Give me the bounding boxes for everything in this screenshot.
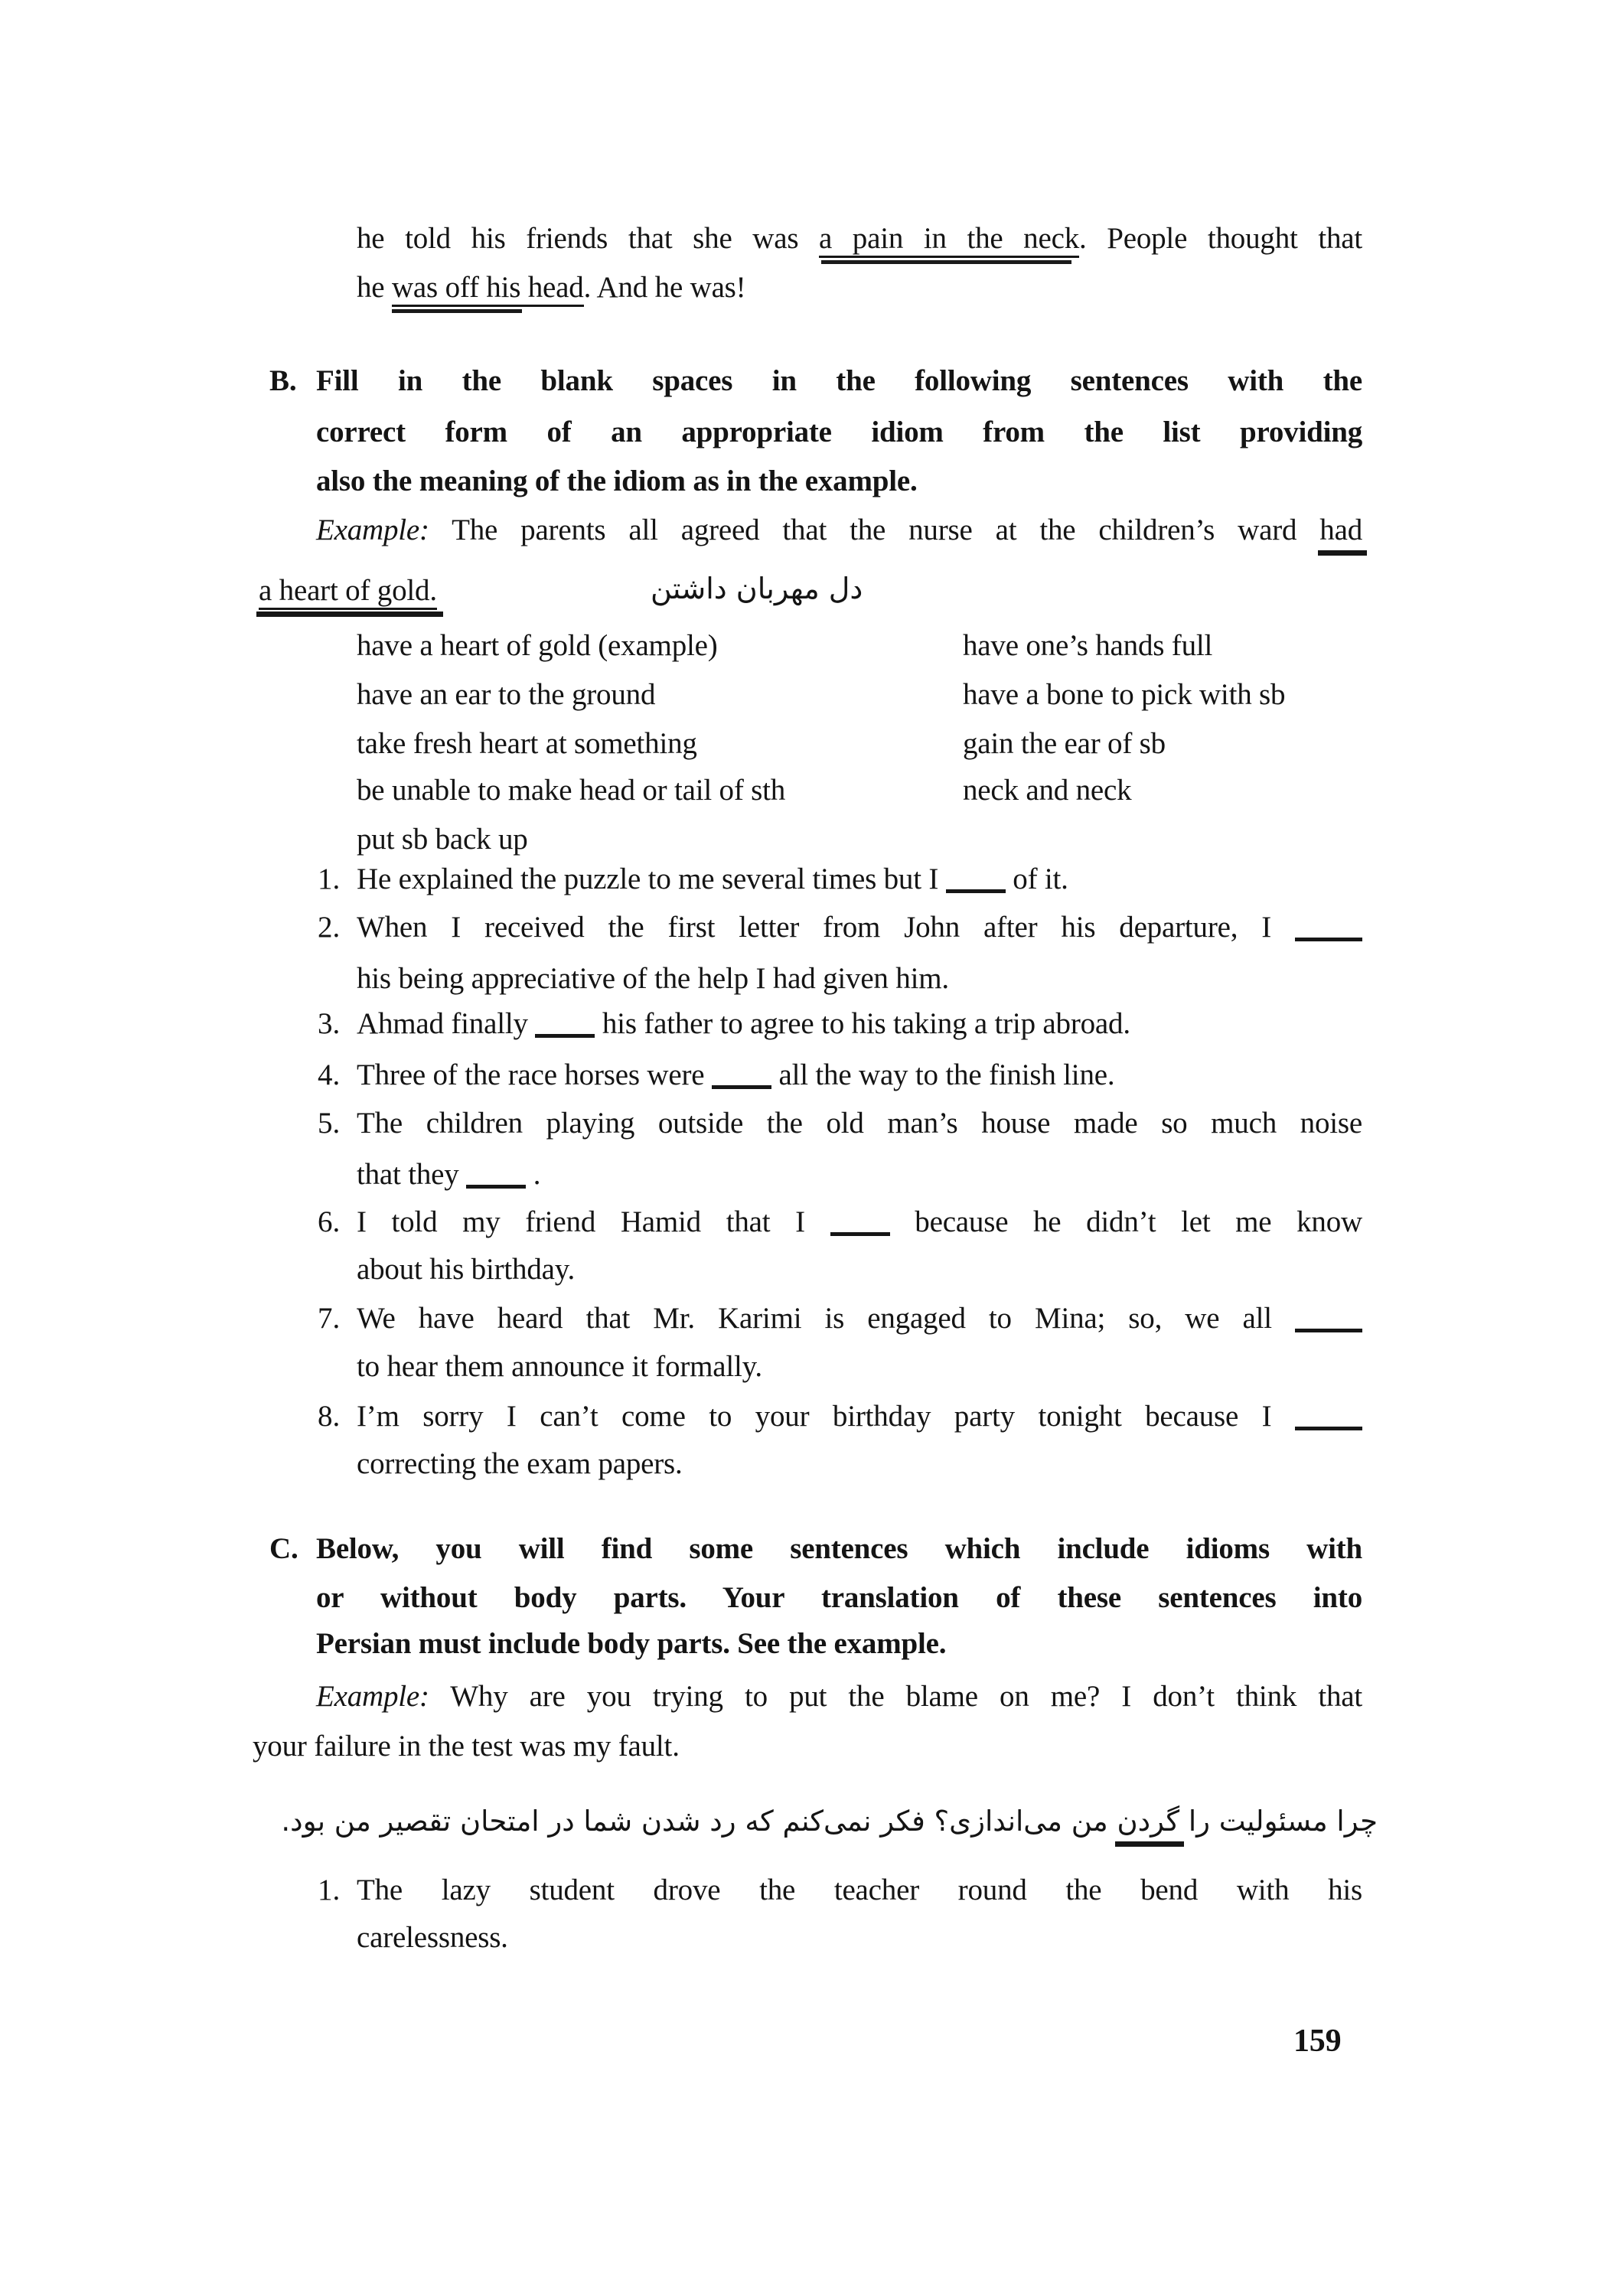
example-c-line-2 [253, 1722, 1362, 1770]
item-text: I told my friend Hamid that I [357, 1205, 830, 1238]
item-text: Three of the race horses were [357, 1058, 712, 1091]
item-text: The lazy student drove the teacher round the bend with his [357, 1874, 1362, 1906]
item-text: . [526, 1158, 541, 1191]
idiom-list-item: have a bone to pick with sb [963, 678, 1286, 711]
fill-blank [830, 1209, 890, 1236]
persian-example-translation [281, 1797, 1378, 1845]
exercise-item-line [357, 1866, 1362, 1914]
exercise-item-line [357, 1150, 1362, 1199]
item-text: because he didn’t let me know [889, 1205, 1362, 1238]
exercise-item-line [357, 1099, 1362, 1147]
fill-blank [946, 866, 1006, 893]
example-b-continuation [259, 566, 1368, 615]
item-number: 5. [318, 1107, 341, 1140]
underlined-idiom: was off his head [392, 271, 584, 307]
example-label: Example: [316, 1680, 429, 1713]
intro-text: . People thought that [1079, 222, 1362, 255]
exercise-item-line [357, 1245, 1362, 1293]
idiom-list-item: gain the ear of sb [963, 727, 1166, 760]
intro-line-2 [357, 263, 1362, 311]
exercise-item-line [357, 1051, 1362, 1099]
section-b-label: B. [269, 364, 297, 397]
exercise-item-line [357, 1294, 1362, 1342]
page-number: 159 [1293, 2024, 1342, 2059]
exercise-item-line [357, 1198, 1362, 1246]
section-b-heading-line: correct form of an appropriate idiom from the list providing [316, 416, 1362, 448]
fill-blank [712, 1062, 771, 1089]
section-b-heading-line: also the meaning of the idiom as in the example. [316, 465, 918, 497]
fill-blank [1295, 1306, 1362, 1332]
exercise-item-line [357, 855, 1362, 903]
idiom-list-item: neck and neck [963, 774, 1132, 807]
fill-blank [1295, 1404, 1362, 1430]
idiom-list-item: have an ear to the ground [357, 678, 656, 711]
item-text: that they [357, 1158, 467, 1191]
section-c-heading-line: Persian must include body parts. See the example. [316, 1627, 947, 1660]
exercise-item-line [357, 1440, 1362, 1488]
exercise-item-line [357, 903, 1362, 951]
example-label: Example: [316, 514, 429, 546]
underlined-idiom: a heart of gold. [259, 574, 437, 610]
item-text: Ahmad finally [357, 1007, 536, 1040]
intro-text: he [357, 271, 392, 304]
idiom-list-item: have one’s hands full [963, 629, 1213, 662]
fill-blank [535, 1011, 595, 1038]
item-text: to hear them announce it formally. [357, 1350, 762, 1383]
exercise-item-line [357, 1342, 1362, 1391]
section-c-label: C. [269, 1532, 298, 1565]
item-text: The children playing outside the old man’s house made so much noise [357, 1107, 1362, 1140]
item-number: 8. [318, 1400, 341, 1433]
underlined-word: گردن [1117, 1805, 1180, 1838]
exercise-item-line [357, 1000, 1362, 1048]
example-b-line [316, 506, 1362, 554]
example-text: The parents all agreed that the nurse at the children’s ward [429, 514, 1320, 546]
item-number: 6. [318, 1205, 341, 1238]
item-number: 4. [318, 1058, 341, 1091]
idiom-list-item: have a heart of gold (example) [357, 629, 718, 662]
persian-text: من می‌اندازی؟ فکر نمی‌کنم که رد شدن شما در امتحان تقصیر من بود. [281, 1805, 1117, 1838]
item-text: his father to agree to his taking a trip abroad. [595, 1007, 1130, 1040]
section-b-heading-line: Fill in the blank spaces in the following sentences with the [316, 364, 1362, 397]
intro-text: . And he was! [583, 271, 746, 304]
example-text: your failure in the test was my fault. [253, 1730, 680, 1763]
exercise-item-line [357, 1392, 1362, 1440]
persian-text: چرا مسئولیت را [1179, 1805, 1378, 1838]
item-number: 1. [318, 1874, 341, 1906]
item-text: When I received the first letter from John after his departure, I [357, 911, 1295, 944]
exercise-item-line [357, 954, 1362, 1003]
item-text: carelessness. [357, 1921, 508, 1954]
item-number: 2. [318, 911, 341, 944]
item-text: He explained the puzzle to me several times but I [357, 863, 946, 895]
item-number: 7. [318, 1302, 341, 1335]
item-text: I’m sorry I can’t come to your birthday party tonight because I [357, 1400, 1295, 1433]
idiom-list-item: be unable to make head or tail of sth [357, 774, 786, 807]
item-text: about his birthday. [357, 1253, 576, 1286]
section-c-heading-line: or without body parts. Your translation of these sentences into [316, 1581, 1362, 1614]
fill-blank [1295, 915, 1362, 941]
intro-line-1 [357, 214, 1362, 263]
fill-blank [466, 1162, 526, 1189]
example-text: Why are you trying to put the blame on me? I don’t think that [429, 1680, 1362, 1713]
item-text: We have heard that Mr. Karimi is engaged to Mina; so, we all [357, 1302, 1295, 1335]
intro-text: he told his friends that she was [357, 222, 819, 255]
exercise-item-line [357, 1913, 1362, 1962]
underlined-idiom: a pain in the neck [819, 222, 1079, 258]
persian-meaning: دل مهربان داشتن [651, 572, 863, 605]
example-c-line-1 [316, 1672, 1362, 1720]
item-text: correcting the exam papers. [357, 1447, 683, 1480]
item-number: 3. [318, 1007, 341, 1040]
idiom-list-item: put sb back up [357, 823, 528, 856]
item-text: of it. [1005, 863, 1068, 895]
underlined-word: had [1319, 514, 1362, 546]
idiom-list-item: take fresh heart at something [357, 727, 697, 760]
item-text: his being appreciative of the help I had given him. [357, 962, 949, 995]
item-text: all the way to the finish line. [771, 1058, 1115, 1091]
section-c-heading-line: Below, you will find some sentences which include idioms with [316, 1532, 1362, 1565]
item-number: 1. [318, 863, 341, 895]
